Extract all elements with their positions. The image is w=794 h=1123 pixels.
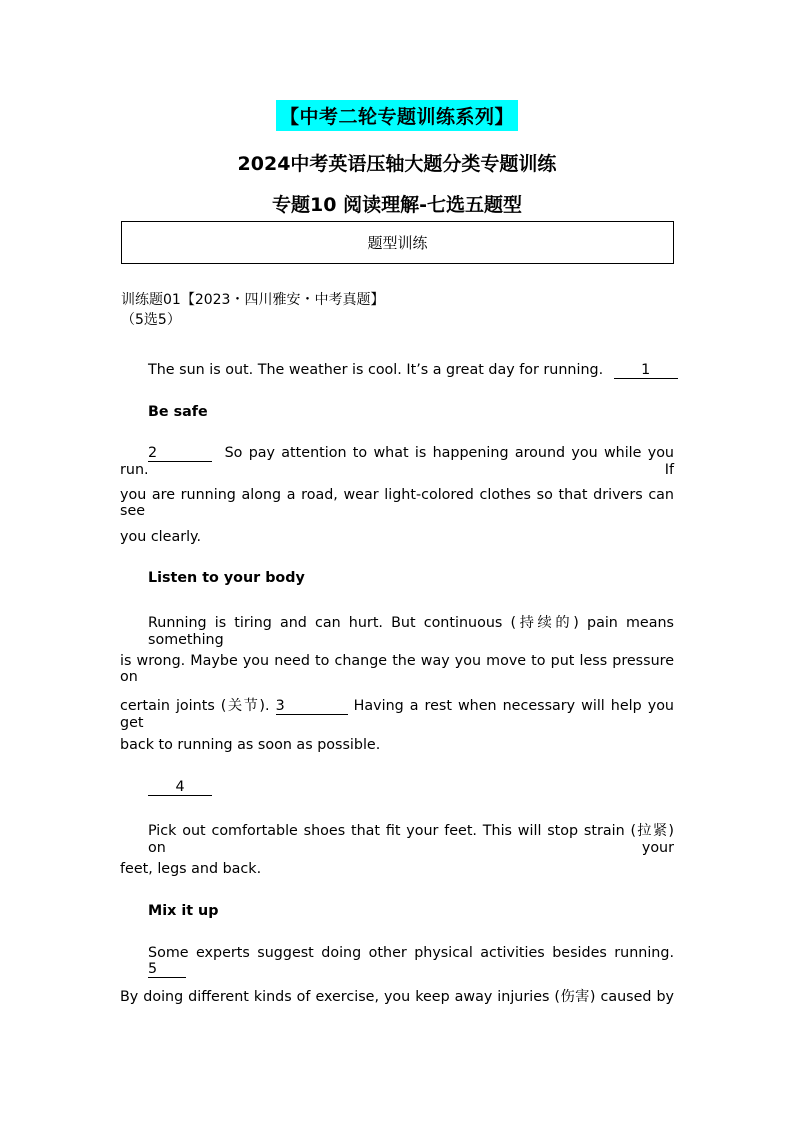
blank-4: 4: [148, 780, 212, 796]
heading-listen-to-body: Listen to your body: [148, 570, 305, 586]
blank-1: 1: [614, 363, 678, 379]
passage-intro: The sun is out. The weather is cool. It’s a great day for running.: [148, 362, 604, 378]
blank-5: 5: [148, 962, 186, 978]
paragraph-3-line-3: [120, 695, 674, 731]
paragraph-2-line-2: you are running along a road, wear light-colored clothes so that drivers can see: [120, 487, 674, 519]
paragraph-3-text-3b: Having a rest when necessary will help you get: [120, 698, 674, 731]
blank-2: 2: [148, 446, 212, 462]
document-title: 2024中考英语压轴大题分类专题训练: [237, 153, 557, 175]
paragraph-5-text-1: Some experts suggest doing other physical activities besides running.: [148, 945, 674, 961]
section-box: [121, 221, 674, 264]
heading-mix-it-up: Mix it up: [148, 903, 219, 919]
paragraph-5-line-2: By doing different kinds of exercise, you keep away injuries (伤害) caused by: [120, 989, 674, 1005]
paragraph-2-line-3: you clearly.: [120, 529, 202, 545]
heading-be-safe: Be safe: [148, 404, 208, 420]
passage-intro-line: [148, 362, 678, 379]
exercise-label: 训练题01【2023・四川雅安・中考真题】: [121, 292, 385, 308]
paragraph-2-line-1: [120, 445, 674, 478]
paragraph-3-line-1: Running is tiring and can hurt. But continuous (持续的) pain means something: [148, 615, 674, 648]
blank-3: 3: [276, 699, 348, 715]
series-banner: [0, 100, 794, 131]
document-subtitle: 专题10 阅读理解-七选五题型: [272, 194, 522, 216]
paragraph-3-text-3a: certain joints (关节).: [120, 698, 270, 714]
paragraph-5-line-1: [148, 945, 674, 978]
paragraph-3-line-4: back to running as soon as possible.: [120, 737, 381, 753]
blank-4-line: [148, 779, 212, 796]
section-box-label: 题型训练: [367, 234, 428, 252]
paragraph-4-line-2: feet, legs and back.: [120, 861, 262, 877]
paragraph-2-text-1: So pay attention to what is happening around you while you run. If: [120, 445, 674, 478]
series-label: 【中考二轮专题训练系列】: [276, 100, 518, 131]
exercise-note: （5选5）: [121, 312, 181, 328]
paragraph-3-line-2: is wrong. Maybe you need to change the way you move to put less pressure on: [120, 653, 674, 685]
paragraph-4-line-1: Pick out comfortable shoes that fit your feet. This will stop strain (拉紧) on your: [148, 823, 674, 856]
